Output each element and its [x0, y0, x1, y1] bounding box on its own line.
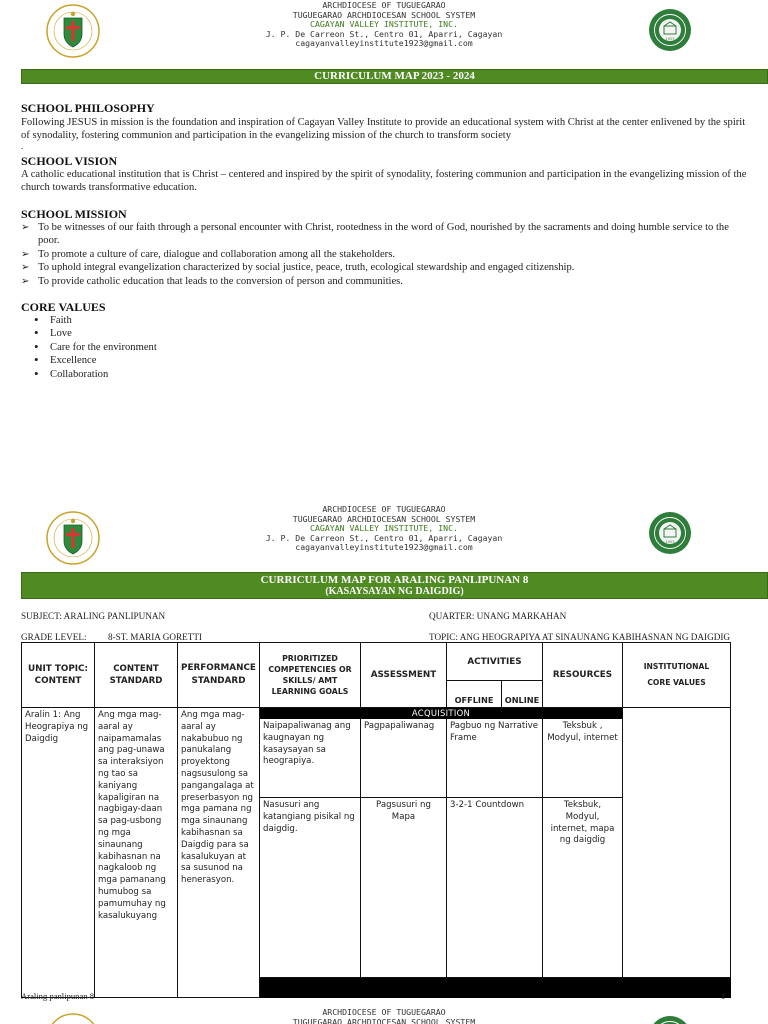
header-core-values-line1: INSTITUTIONAL: [643, 662, 710, 671]
letterhead-page2: [0, 503, 768, 555]
letterhead-line-school-system: TUGUEGARAO ARCHDIOCESAN SCHOOL SYSTEM: [292, 513, 476, 524]
assessment-cell: [361, 719, 447, 798]
mission-title: SCHOOL MISSION: [21, 207, 127, 221]
unit-topic-cell: [22, 708, 95, 998]
competency-text: Nasusuri ang katangiang pisikal ng daigdig.: [263, 800, 355, 834]
core-value-item: • Collaboration: [30, 368, 157, 381]
core-values-list: [30, 314, 157, 381]
letterhead-line-archdiocese: ARCHDIOCESE OF TUGUEGARAO: [322, 504, 446, 514]
header-offline: OFFLINE: [447, 681, 502, 708]
resources-cell: [543, 719, 623, 798]
activity-offline-cell: [447, 719, 543, 798]
letterhead-line-address: J. P. De Carreon St., Centro 01, Aparri, Cagayan: [265, 532, 503, 543]
footer-page-number: 1: [721, 991, 726, 1001]
resources-cell: [543, 798, 623, 978]
content-standard-text: Ang mga mag- aaral ay naipamamalas ang pag-unawa sa interaksiyon ng tao sa kaniyang kapaligiran na nagbigay-daan sa pag-usbong ng mga sinaunang kabihasnan na nagkaloob ng mga pamanang humubog sa pamumuhay ng kasalukuyang: [98, 710, 166, 921]
assessment-text: Pagpapaliwanag: [364, 721, 435, 731]
header-unit-topic: UNIT TOPIC: CONTENT: [22, 643, 95, 708]
header-performance-standard: PERFORMANCE STANDARD: [178, 643, 260, 708]
grade-level-label: GRADE LEVEL:: [21, 632, 87, 642]
institute-seal-right-icon: [648, 1015, 692, 1024]
araling-panlipunan-banner: [21, 572, 768, 599]
resources-text: Teksbuk , Modyul, internet: [547, 721, 618, 743]
curriculum-map-table: [21, 642, 731, 998]
performance-standard-cell: [178, 708, 260, 998]
assessment-text: Pagsusuri ng Mapa: [376, 800, 431, 822]
competency-cell: [260, 719, 361, 798]
letterhead-line-archdiocese: ARCHDIOCESE OF TUGUEGARAO: [322, 0, 446, 10]
letterhead-line-email: cagayanvalleyinstitute1923@gmail.com: [295, 38, 473, 49]
header-competencies: PRIORITIZED COMPETENCIES OR SKILLS/ AMT LEARNING GOALS: [260, 643, 361, 708]
resources-text: Teksbuk, Modyul, internet, mapa ng daigdig: [550, 800, 615, 846]
letterhead-line-school-system: TUGUEGARAO ARCHDIOCESAN SCHOOL SYSTEM: [292, 9, 476, 20]
header-core-values-line2: CORE VALUES: [647, 678, 706, 687]
core-value-item: • Love: [30, 327, 157, 340]
header-content-standard: CONTENT STANDARD: [95, 643, 178, 708]
unit-topic-text: Aralin 1: Ang Heograpiya ng Daigdig: [25, 710, 89, 744]
competency-text: Naipapaliwanag ang kaugnayan ng kasaysayan sa heograpiya.: [263, 721, 351, 767]
core-values-title: CORE VALUES: [21, 300, 106, 314]
philosophy-title: SCHOOL PHILOSOPHY: [21, 101, 155, 115]
curriculum-map-banner: CURRICULUM MAP 2023 - 2024: [21, 69, 768, 84]
mission-list: [21, 221, 751, 288]
competency-cell: [260, 798, 361, 978]
header-resources: RESOURCES: [543, 643, 623, 708]
grade-level-value: 8-ST. MARIA GORETTI: [108, 632, 202, 642]
acquisition-bar: ACQUISITION: [260, 708, 623, 719]
svg-text:1923: 1923: [665, 540, 675, 544]
header-online: ONLINE: [502, 681, 543, 708]
activity-offline-text: Pagbuo ng Narrative Frame: [450, 721, 539, 743]
subject-label: SUBJECT: ARALING PANLIPUNAN: [21, 611, 166, 621]
mission-item: ➢ To provide catholic education that leads to the conversion of person and communities.: [21, 275, 751, 288]
svg-text:1923: 1923: [665, 37, 675, 41]
footer-subject: Araling panlipunan 8: [21, 991, 95, 1001]
letterhead-page1: [0, 0, 768, 52]
institute-seal-right-icon: [648, 8, 692, 52]
mission-item: ➢ To promote a culture of care, dialogue and collaboration among all the stakeholders.: [21, 248, 751, 261]
letterhead-line-address: J. P. De Carreon St., Centro 01, Aparri, Cagayan: [265, 28, 503, 39]
core-value-item: • Care for the environment: [30, 341, 157, 354]
activity-offline-cell: [447, 798, 543, 978]
vision-title: SCHOOL VISION: [21, 154, 118, 168]
performance-standard-text: Ang mga mag-aaral ay nakabubuo ng panukalang proyektong nagsusulong sa pangangalaga at preserbasyon ng mga pamana ng mga sinaunang kabihasnan sa Daigdig para sa kasalukuyan at sa susunod na henerasyon.: [181, 710, 254, 886]
institute-seal-right-icon: [648, 511, 692, 555]
letterhead-line-school-system: TUGUEGARAO ARCHDIOCESAN SCHOOL SYSTEM: [292, 1016, 476, 1024]
letterhead-line-archdiocese: ARCHDIOCESE OF TUGUEGARAO: [322, 1007, 446, 1017]
quarter-label: QUARTER: UNANG MARKAHAN: [429, 611, 567, 621]
letterhead-page3: [0, 1007, 768, 1024]
banner-title: CURRICULUM MAP FOR ARALING PANLIPUNAN 8: [260, 574, 529, 586]
assessment-cell: [361, 798, 447, 978]
mission-item: ➢ To uphold integral evangelization characterized by social justice, peace, truth, ecological stewardship and engaged citizenship.: [21, 261, 751, 274]
core-value-item: • Faith: [30, 314, 157, 327]
stray-dot: .: [21, 141, 24, 151]
content-standard-cell: [95, 708, 178, 998]
header-assessment: ASSESSMENT: [361, 643, 447, 708]
activity-offline-text: 3-2-1 Countdown: [450, 800, 525, 810]
letterhead-line-institute: CAGAYAN VALLEY INSTITUTE, INC.: [310, 523, 458, 534]
table-black-band: [260, 978, 731, 998]
core-values-cell: [623, 708, 731, 978]
header-activities: ACTIVITIES: [447, 643, 543, 681]
topic-label: TOPIC: ANG HEOGRAPIYA AT SINAUNANG KABIHASNAN NG DAIGDIG: [429, 632, 731, 642]
mission-item: ➢ To be witnesses of our faith through a personal encounter with Christ, rootedness in the word of God, nourished by the sacraments and doing humble service to the poor.: [21, 221, 751, 248]
banner-subtitle: (KASAYSAYAN NG DAIGDIG): [325, 586, 464, 597]
letterhead-line-email: cagayanvalleyinstitute1923@gmail.com: [295, 542, 473, 553]
vision-text: A catholic educational institution that is Christ – centered and inspired by the spirit of synodality, fostering communion and participation in the evangelizing mission of the church towards transformative education.: [21, 169, 747, 194]
core-value-item: • Excellence: [30, 354, 157, 367]
philosophy-text: Following JESUS in mission is the foundation and inspiration of Cagayan Valley Institute to provide an educational system with Christ at the center enlivened by the spirit of synodality, fostering communion and participation in the evangelizing mission of the church to transform society: [21, 117, 746, 142]
letterhead-line-institute: CAGAYAN VALLEY INSTITUTE, INC.: [310, 19, 458, 30]
header-core-values: [623, 643, 731, 708]
